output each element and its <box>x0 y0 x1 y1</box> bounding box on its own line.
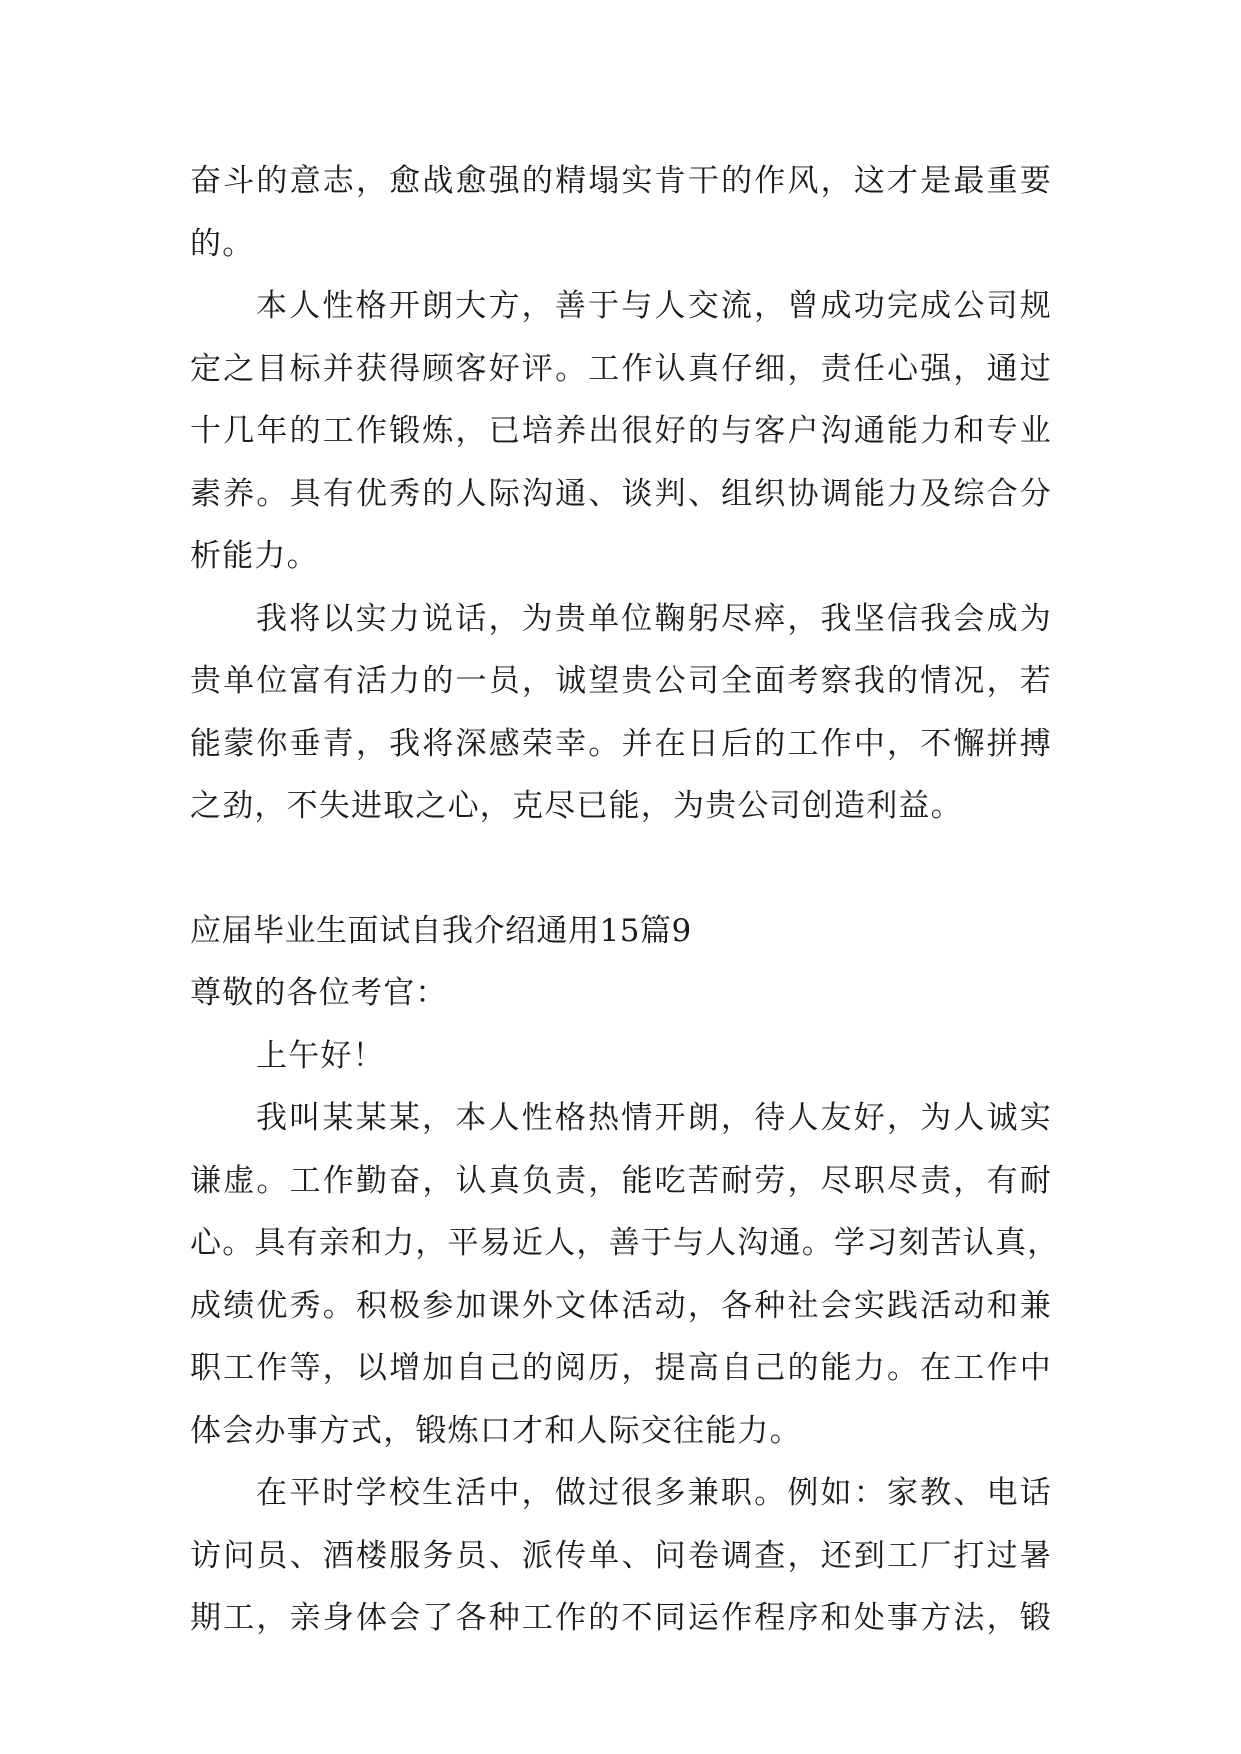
text-line: 之劲，不失进取之心，克尽已能，为贵公司创造利益。 <box>190 788 963 824</box>
heading-text: 应届毕业生面试自我介绍通用15篇9 <box>190 912 692 949</box>
paragraph <box>190 588 1052 838</box>
paragraph <box>190 275 1052 588</box>
text-line: 定之目标并获得顾客好评。工作认真仔细，责任心强，通过 <box>190 350 1052 387</box>
text-line: 素养。具有优秀的人际沟通、谈判、组织协调能力及综合分 <box>190 475 1052 512</box>
paragraph <box>190 150 1052 275</box>
text-line: 访问员、酒楼服务员、派传单、问卷调查，还到工厂打过暑 <box>190 1537 1052 1574</box>
text-line: 析能力。 <box>190 538 319 574</box>
text-line: 谦虚。工作勤奋，认真负责，能吃苦耐劳，尽职尽责，有耐 <box>190 1162 1052 1199</box>
paragraph <box>190 1087 1060 1462</box>
text-line: 尊敬的各位考官： <box>190 975 448 1011</box>
document-page <box>190 150 1060 1650</box>
text-line: 的。 <box>190 225 255 262</box>
text-line: 本人性格开朗大方，善于与人交流，曾成功完成公司规 <box>256 288 1052 324</box>
text-line: 成绩优秀。积极参加课外文体活动，各种社会实践活动和兼 <box>190 1287 1052 1324</box>
text-line: 体会办事方式，锻炼口才和人际交往能力。 <box>190 1412 802 1449</box>
text-line: 在平时学校生活中，做过很多兼职。例如：家教、电话 <box>256 1475 1052 1511</box>
text-line: 职工作等，以增加自己的阅历，提高自己的能力。在工作中 <box>190 1350 1052 1386</box>
text-line: 我将以实力说话，为贵单位鞠躬尽瘁，我坚信我会成为 <box>256 600 1052 637</box>
paragraph <box>190 1025 1052 1088</box>
text-line: 能蒙你垂青，我将深感荣幸。并在日后的工作中，不懈拼搏 <box>190 725 1052 762</box>
paragraph <box>190 962 1052 1025</box>
section-spacer <box>190 838 1052 900</box>
text-line: 心。具有亲和力，平易近人，善于与人沟通。学习刻苦认真， <box>190 1225 1060 1261</box>
text-line: 十几年的工作锻炼，已培养出很好的与客户沟通能力和专业 <box>190 413 1052 449</box>
text-line: 奋斗的意志，愈战愈强的精塌实肯干的作风，这才是最重要 <box>190 163 1052 199</box>
text-line: 上午好！ <box>256 1037 385 1074</box>
text-line: 贵单位富有活力的一员，诚望贵公司全面考察我的情况，若 <box>190 663 1052 699</box>
text-line: 期工，亲身体会了各种工作的不同运作程序和处事方法，锻 <box>190 1600 1052 1636</box>
text-line: 我叫某某某，本人性格热情开朗，待人友好，为人诚实 <box>256 1100 1052 1136</box>
section-heading <box>190 900 1052 963</box>
paragraph <box>190 1462 1052 1650</box>
